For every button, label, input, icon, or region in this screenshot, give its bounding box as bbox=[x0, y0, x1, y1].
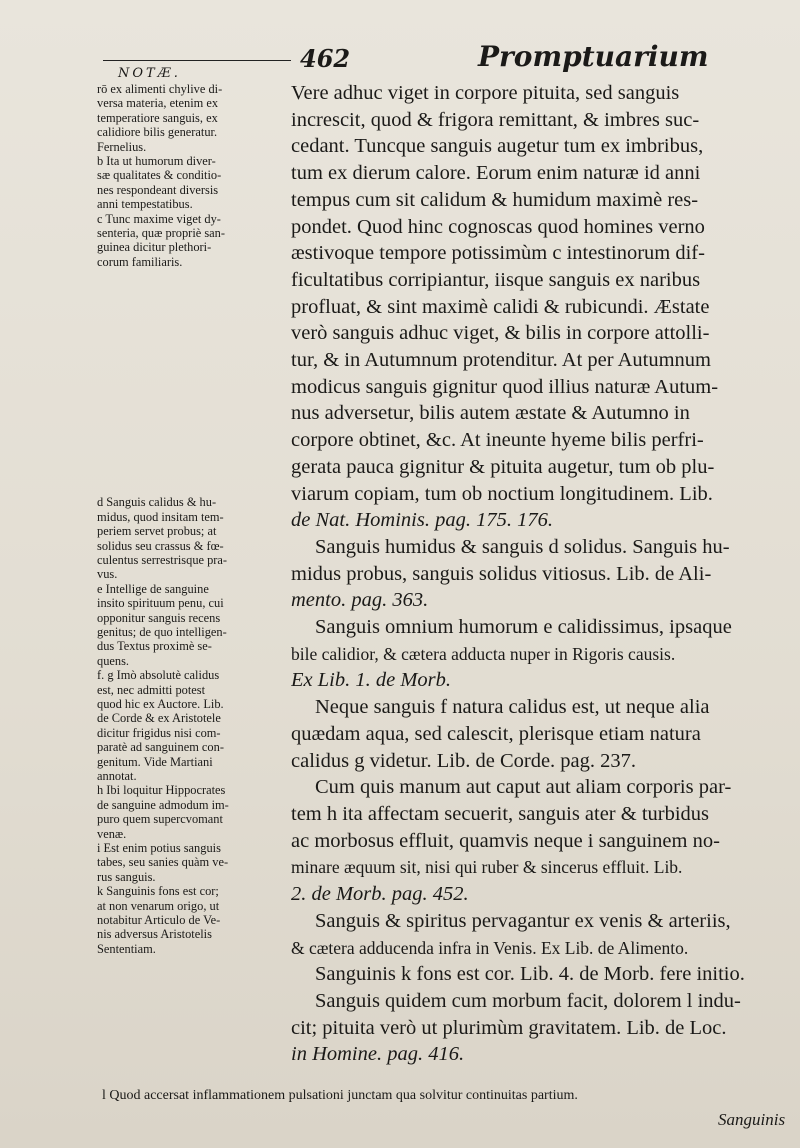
text-line: pondet. Quod hinc cognoscas quod homines verno bbox=[291, 215, 705, 238]
text-line: mento. pag. 363. bbox=[291, 589, 429, 612]
note-line: e Intellige de sanguine bbox=[97, 581, 209, 596]
text-line: Sanguis quidem cum morbum facit, dolorem l indu- bbox=[315, 989, 741, 1012]
text-line: modicus sanguis gignitur quod illius naturæ Autum- bbox=[291, 375, 719, 398]
marginal-notes bbox=[97, 82, 293, 956]
note-line: k Sanguinis fons est cor; bbox=[97, 884, 219, 899]
text-line: Sanguis & spiritus pervagantur ex venis & arteriis, bbox=[315, 909, 731, 932]
text-line: nus adversetur, bilis autem æstate & Autumno in bbox=[291, 402, 690, 425]
text-line: tem h ita affectam secuerit, sanguis ater & turbidus bbox=[291, 802, 710, 825]
text-line: quædam aqua, sed calescit, plerisque etiam natura bbox=[291, 722, 701, 745]
note-line: senteria, quæ propriè san- bbox=[97, 226, 225, 241]
text-line: verò sanguis adhuc viget, & bilis in corpore attolli- bbox=[291, 322, 710, 345]
text-line: 2. de Morb. pag. 452. bbox=[291, 883, 469, 906]
note-line: rus sanguis. bbox=[97, 869, 156, 884]
note-line: paratè ad sanguinem con- bbox=[97, 740, 224, 755]
note-line: notabitur Articulo de Ve- bbox=[97, 913, 221, 928]
note-line: versa materia, etenim ex bbox=[97, 96, 219, 111]
note-line: h Ibi loquitur Hippocrates bbox=[97, 783, 226, 798]
note-line: quod hic ex Auctore. Lib. bbox=[97, 696, 224, 711]
note-line: periem servet probus; at bbox=[97, 524, 217, 539]
catchword: Sanguinis bbox=[718, 1110, 786, 1129]
note-line: genitum. Vide Martiani bbox=[97, 754, 213, 769]
note-line: b Ita ut humorum diver- bbox=[97, 154, 216, 169]
text-line: Vere adhuc viget in corpore pituita, sed sanguis bbox=[291, 82, 680, 104]
note-line: anni tempestatibus. bbox=[97, 197, 193, 212]
text-line: tempus cum sit calidum & humidum maximè res- bbox=[291, 188, 699, 211]
running-title: Promptuarium bbox=[478, 40, 709, 73]
note-line: f. g Imò absolutè calidus bbox=[97, 668, 220, 683]
note-line: de Corde & ex Aristotele bbox=[97, 711, 221, 726]
text-line: ficultatibus corripiantur, iisque sanguis ex naribus bbox=[291, 268, 701, 291]
text-line: viarum copiam, tum ob noctium longitudinem. Lib. bbox=[291, 482, 713, 505]
text-line: gerata pauca gignitur & pituita augetur, tum ob plu- bbox=[291, 455, 715, 478]
note-line: calidiore bilis generatur. bbox=[97, 125, 218, 140]
text-line: tur, & in Autumnum protenditur. At per Autumnum bbox=[291, 349, 711, 372]
note-line: Sententiam. bbox=[97, 941, 156, 956]
text-line: cit; pituita verò ut plurimùm gravitatem. Lib. de Loc. bbox=[291, 1016, 727, 1039]
notes-heading: NOTÆ. bbox=[118, 66, 181, 81]
note-line: est, nec admitti potest bbox=[97, 682, 206, 697]
note-line: de sanguine admodum im- bbox=[97, 797, 229, 812]
note-line: midus, quod insitam tem- bbox=[97, 509, 224, 524]
text-line: calidus g videtur. Lib. de Corde. pag. 237. bbox=[291, 749, 637, 772]
note-line: guinea dicitur plethori- bbox=[97, 240, 212, 255]
text-line: minare æquum sit, nisi qui ruber & sincerus effluit. Lib. bbox=[291, 857, 683, 878]
note-line: rō ex alimenti chylive di- bbox=[97, 82, 223, 96]
note-line: puro quem supercvomant bbox=[97, 812, 223, 827]
text-line: bile calidior, & cætera adducta nuper in Rigoris causis. bbox=[291, 643, 676, 664]
footnote: l Quod accersat inflammationem pulsationi junctam qua solvitur continuitas partium. bbox=[102, 1088, 578, 1103]
page-number: 462 bbox=[300, 44, 351, 73]
main-text bbox=[291, 80, 799, 1068]
text-line: tum ex dierum calore. Eorum enim naturæ id anni bbox=[291, 162, 701, 185]
note-line: solidus seu crassus & fœ- bbox=[97, 538, 224, 553]
text-line: profluat, & sint maximè calidi & rubicundi. Æstate bbox=[291, 295, 710, 318]
text-line: cedant. Tuncque sanguis augetur tum ex imbribus, bbox=[291, 135, 704, 158]
note-line: genitus; de quo intelligen- bbox=[97, 624, 227, 639]
note-line: dicitur frigidus nisi com- bbox=[97, 725, 221, 740]
text-line: Cum quis manum aut caput aut aliam corporis par- bbox=[315, 776, 732, 799]
note-line: i Est enim potius sanguis bbox=[97, 841, 221, 856]
note-line: insito spirituum penu, cui bbox=[97, 596, 224, 611]
note-line: tabes, seu sanies quàm ve- bbox=[97, 855, 229, 870]
note-line: c Tunc maxime viget dy- bbox=[97, 211, 221, 226]
note-line: d Sanguis calidus & hu- bbox=[97, 495, 217, 510]
text-line: ac morbosus effluit, quamvis neque i sanguinem no- bbox=[291, 829, 720, 852]
note-line: nis adversus Aristotelis bbox=[97, 927, 212, 942]
text-line: æstivoque tempore potissimùm c intestinorum dif- bbox=[291, 242, 705, 265]
note-line: corum familiaris. bbox=[97, 254, 183, 269]
text-line: midus probus, sanguis solidus vitiosus. Lib. de Ali- bbox=[291, 562, 712, 585]
text-line: Sanguis humidus & sanguis d solidus. Sanguis hu- bbox=[315, 535, 730, 558]
text-line: Neque sanguis f natura calidus est, ut neque alia bbox=[315, 696, 710, 719]
note-line: annotat. bbox=[97, 769, 137, 783]
note-line: sæ qualitates & conditio- bbox=[97, 168, 222, 183]
note-line: nes respondeant diversis bbox=[97, 182, 219, 197]
text-line: in Homine. pag. 416. bbox=[291, 1043, 465, 1066]
text-line: Sanguinis k fons est cor. Lib. 4. de Morb. fere initio. bbox=[315, 963, 745, 986]
note-line: temperatiore sanguis, ex bbox=[97, 110, 218, 125]
note-line: culentus serrestrisque pra- bbox=[97, 552, 228, 567]
text-line: corpore obtinet, &c. At ineunte hyeme bilis perfri- bbox=[291, 429, 704, 452]
note-line: at non venarum origo, ut bbox=[97, 898, 220, 913]
text-line: de Nat. Hominis. pag. 175. 176. bbox=[291, 509, 553, 532]
note-line: Fernelius. bbox=[97, 139, 147, 154]
text-line: Sanguis omnium humorum e calidissimus, ipsaque bbox=[315, 616, 732, 639]
text-line: Ex Lib. 1. de Morb. bbox=[291, 669, 451, 692]
note-line: venæ. bbox=[97, 826, 127, 841]
note-line: quens. bbox=[97, 653, 130, 668]
header-rule bbox=[103, 60, 291, 61]
note-line: vus. bbox=[97, 567, 118, 582]
note-line: opponitur sanguis recens bbox=[97, 610, 221, 625]
note-line: dus Textus proximè se- bbox=[97, 639, 212, 654]
text-line: & cætera adducenda infra in Venis. Ex Lib. de Alimento. bbox=[291, 937, 689, 958]
text-line: increscit, quod & frigora remittant, & imbres suc- bbox=[291, 108, 700, 131]
